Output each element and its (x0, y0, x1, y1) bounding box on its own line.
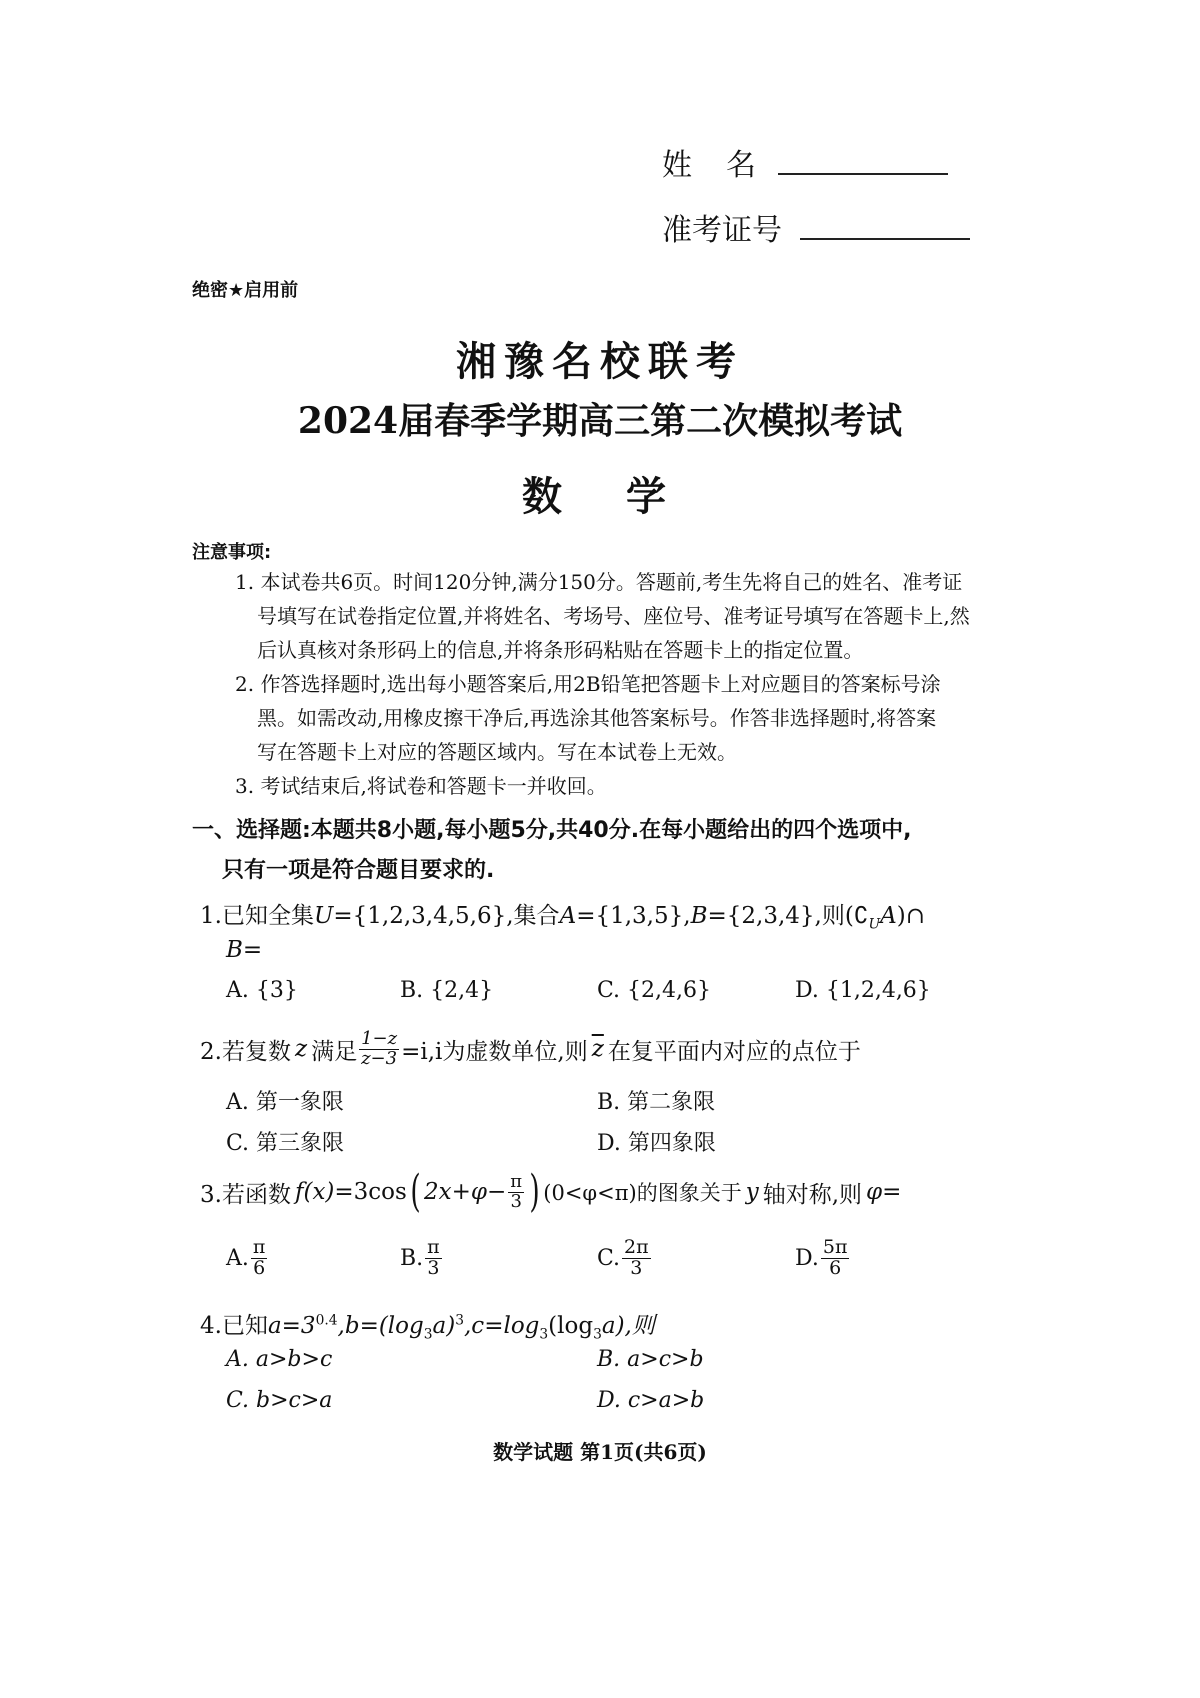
q3-option-b (400, 1238, 444, 1279)
q3-option-fraction (251, 1238, 268, 1279)
q3-option-d (795, 1238, 851, 1279)
q1-text: )∩ (896, 903, 925, 929)
question-1-cont: B= (226, 937, 263, 963)
section-heading: 一、选择题:本题共8小题,每小题5分,共40分.在每小题给出的四个选项中, (192, 818, 912, 843)
q3-option-c (597, 1238, 653, 1279)
q2-var-zbar: $\overline{z}$ (591, 1036, 604, 1063)
q1-option-a: A. {3} (226, 978, 298, 1003)
frac-num: 2π (624, 1236, 649, 1258)
q4-option-d: D. c>a>b (597, 1388, 705, 1413)
frac-den: 3 (630, 1256, 643, 1279)
notice-line: 写在答题卡上对应的答题区域内。写在本试卷上无效。 (257, 740, 737, 764)
q4-text: 4.已知 (200, 1313, 268, 1339)
notice-heading: 注意事项: (192, 542, 272, 563)
q4-expr: a=3 (267, 1313, 316, 1339)
q4-exp: 0.4 (315, 1312, 338, 1329)
q2-text: =i,i为虚数单位,则 (401, 1038, 588, 1065)
name-label: 姓 名 (662, 148, 758, 183)
q2-fraction-den: z−3 (361, 1047, 398, 1069)
q3-inner: 2x+φ− (424, 1179, 507, 1205)
notice-line: 后认真核对条形码上的信息,并将条形码粘贴在答题卡上的指定位置。 (257, 638, 864, 662)
q3-text: 轴对称,则 (762, 1181, 863, 1208)
frac-den: 6 (829, 1256, 842, 1279)
q2-option-a: A. 第一象限 (226, 1090, 344, 1115)
q3-text: =3cos (334, 1179, 407, 1205)
q3-option-fraction (821, 1238, 850, 1279)
question-1 (200, 897, 925, 933)
secret-label: 绝密★启用前 (192, 280, 299, 301)
q3-fraction-den: 3 (510, 1190, 522, 1212)
exam-title: 2024届春季学期高三第二次模拟考试 (297, 400, 903, 442)
q2-var-z: z (294, 1036, 308, 1063)
q3-fraction (508, 1170, 524, 1212)
q2-text: 满足 (311, 1038, 358, 1065)
q3-right-paren: ) (529, 1166, 540, 1217)
q4-expr: a) (432, 1313, 456, 1339)
q1-var-u: U (313, 903, 334, 929)
frac-den: 3 (427, 1256, 440, 1279)
subject-title: 数 学 (522, 473, 678, 520)
q4-expr: a),则 (601, 1313, 655, 1339)
q3-phi: φ= (866, 1179, 902, 1205)
q3-var-y: y (745, 1179, 759, 1205)
q3-option-a (226, 1238, 269, 1279)
frac-den: 6 (253, 1256, 266, 1279)
exam-org-title: 湘豫名校联考 (456, 338, 744, 385)
q2-fraction (359, 1030, 399, 1069)
q2-option-b: B. 第二象限 (597, 1090, 716, 1115)
q2-option-c: C. 第三象限 (226, 1131, 345, 1156)
question-3 (200, 1166, 902, 1217)
q4-option-a: A. a>b>c (226, 1347, 333, 1372)
q4-exp: 3 (455, 1312, 464, 1329)
q2-text: 2.若复数 (200, 1038, 291, 1065)
q2-text: 在复平面内对应的点位于 (607, 1038, 861, 1065)
ticket-blank-line (800, 214, 970, 240)
q1-text: 1.已知全集 (200, 903, 314, 929)
page-footer: 数学试题 第1页(共6页) (493, 1440, 707, 1464)
q3-option-label: C. (597, 1245, 621, 1271)
frac-num: π (252, 1236, 266, 1258)
name-blank-line (778, 149, 948, 175)
q1-option-c: C. {2,4,6} (597, 978, 712, 1003)
q3-option-label: A. (226, 1245, 249, 1271)
q3-fraction-num: π (510, 1170, 523, 1192)
q3-text: (0<φ<π)的图象关于 (543, 1181, 742, 1205)
q3-option-label: B. (400, 1245, 424, 1271)
q3-option-fraction (425, 1238, 442, 1279)
notice-line: 3. 考试结束后,将试卷和答题卡一并收回。 (235, 774, 607, 798)
q3-option-fraction (622, 1238, 651, 1279)
q2-option-d: D. 第四象限 (597, 1131, 716, 1156)
notice-line: 号填写在试卷指定位置,并将姓名、考场号、座位号、准考证号填写在答题卡上,然 (257, 604, 970, 628)
ticket-label: 准考证号 (662, 213, 782, 248)
question-4 (200, 1307, 655, 1343)
frac-num: 5π (822, 1236, 848, 1258)
q1-var-a: A (559, 903, 577, 929)
q4-expr: (log (548, 1313, 594, 1339)
q1-text: ={2,3,4},则( (707, 903, 854, 929)
q4-option-c: C. b>c>a (226, 1388, 333, 1413)
notice-list (235, 565, 995, 803)
q1-option-b: B. {2,4} (400, 978, 494, 1003)
q3-func: f(x) (294, 1179, 335, 1205)
q1-text: ={1,3,5}, (576, 903, 691, 929)
notice-line: 2. 作答选择题时,选出每小题答案后,用2B铅笔把答题卡上对应题目的答案标号涂 (235, 672, 941, 696)
ticket-field (662, 205, 970, 249)
q1-option-d: D. {1,2,4,6} (795, 978, 931, 1003)
notice-line: 1. 本试卷共6页。时间120分钟,满分150分。答题前,考生先将自己的姓名、准考证 (235, 570, 963, 594)
name-field (662, 140, 948, 184)
q1-var-a: A (880, 903, 897, 929)
q1-var-b: B (690, 903, 708, 929)
section-heading-cont: 只有一项是符合题目要求的. (222, 858, 495, 883)
q1-text: ={1,2,3,4,5,6},集合 (333, 903, 560, 929)
q4-expr: ,c=log (464, 1313, 540, 1339)
q4-option-b: B. a>c>b (597, 1347, 704, 1372)
q3-left-paren: ( (410, 1166, 421, 1217)
q1-complement: ∁ (853, 903, 869, 929)
q3-text: 3.若函数 (200, 1181, 291, 1208)
question-2 (200, 1030, 861, 1069)
notice-line: 黑。如需改动,用橡皮擦干净后,再选涂其他答案标号。作答非选择题时,将答案 (257, 706, 937, 730)
q1-complement-sub: U (868, 916, 881, 933)
q4-sub: 3 (593, 1326, 602, 1343)
frac-num: π (427, 1236, 440, 1258)
q3-option-label: D. (795, 1245, 819, 1271)
q4-sub: 3 (423, 1326, 433, 1343)
q4-expr: ,b=(log (337, 1313, 424, 1339)
q2-fraction-num: 1−z (361, 1028, 398, 1049)
q4-sub: 3 (539, 1326, 549, 1343)
